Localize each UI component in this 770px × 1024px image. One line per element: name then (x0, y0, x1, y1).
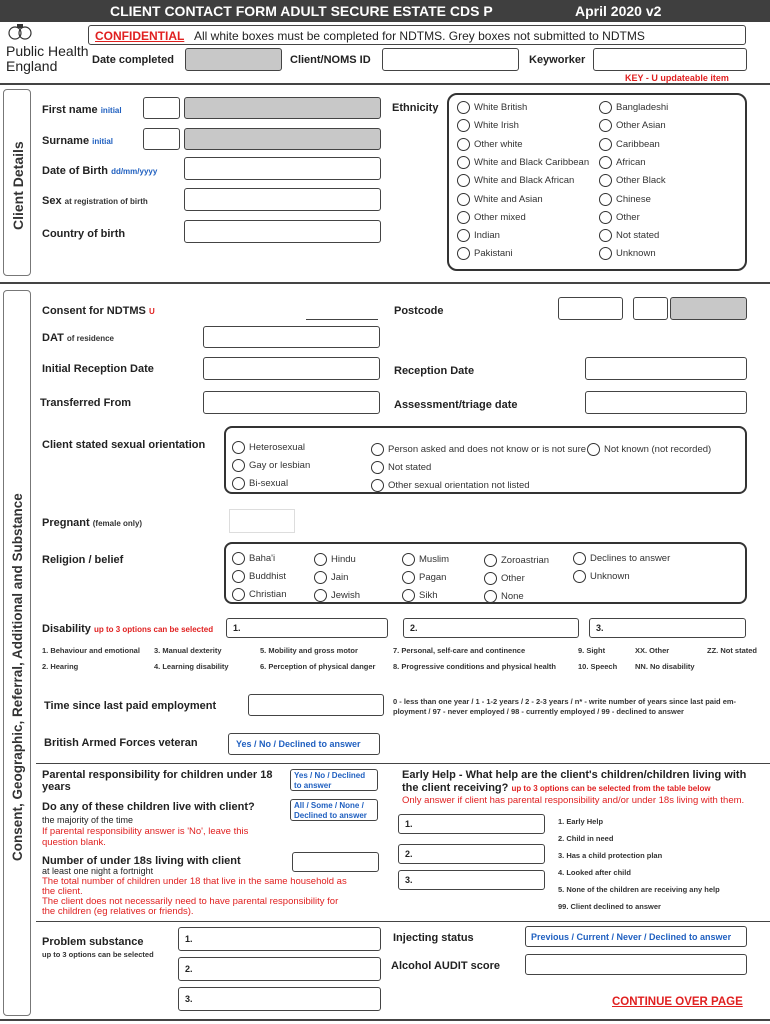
confidential-label: CONFIDENTIAL (95, 29, 185, 43)
orientation-radio-not-stated[interactable] (371, 461, 384, 474)
ethnicity-option-label: Caribbean (616, 138, 660, 150)
date-completed-label: Date completed (92, 54, 174, 66)
religion-option-label: Unknown (590, 571, 630, 582)
religion-radio-none[interactable] (484, 590, 497, 603)
injecting-label: Injecting status (393, 932, 474, 944)
religion-radio-christian[interactable] (232, 588, 245, 601)
consent-tab (3, 290, 31, 1016)
ethnicity-option-label: White Irish (474, 120, 519, 132)
client-details-tab (3, 89, 31, 276)
ethnicity-option-label: Indian (474, 230, 500, 242)
u18-sub: at least one night a fortnight (42, 866, 154, 876)
assessment-field[interactable] (585, 391, 747, 414)
religion-radio-muslim[interactable] (402, 553, 415, 566)
orientation-option-label: Heterosexual (249, 442, 305, 453)
consent-field[interactable] (306, 297, 378, 320)
parental-field[interactable]: Yes / No / Declined to answer (290, 769, 378, 791)
disability-legend-item: 9. Sight (578, 646, 606, 655)
continue-over-page: CONTINUE OVER PAGE (612, 996, 743, 1008)
disability-legend-item: 6. Perception of physical danger (260, 662, 376, 671)
divider (0, 83, 770, 85)
disability-legend-item: 7. Personal, self-care and continence (393, 646, 526, 655)
first-name-field[interactable] (184, 97, 381, 119)
ethnicity-radio-african[interactable] (599, 156, 612, 169)
divider (36, 763, 770, 764)
form-version: April 2020 v2 (575, 3, 662, 19)
religion-option-label: Pagan (419, 572, 447, 583)
country-label: Country of birth (42, 228, 126, 240)
form-title: CLIENT CONTACT FORM ADULT SECURE ESTATE CDS P (110, 3, 493, 19)
orientation-option-label: Other sexual orientation not listed (388, 480, 530, 491)
u18-field[interactable] (292, 852, 379, 872)
disability-legend-item: 1. Behaviour and emotional (42, 646, 140, 655)
divider (0, 1019, 770, 1021)
early-help-option: 99. Client declined to answer (558, 902, 661, 911)
religion-radio-declines-to-answer[interactable] (573, 552, 586, 565)
reception-field[interactable] (585, 357, 747, 380)
disability-slot-3[interactable]: 3. (589, 618, 746, 638)
early-help-slot-1[interactable]: 1. (398, 814, 545, 834)
disability-legend-item: 8. Progressive conditions and physical health (393, 662, 556, 671)
employment-label: Time since last paid employment (44, 700, 217, 712)
initial-reception-field[interactable] (203, 357, 380, 380)
employment-note-1: 0 - less than one year / 1 - 1-2 years / 2 - 2-3 years / n* - write number of years since last paid em- (393, 697, 737, 706)
injecting-field[interactable]: Previous / Current / Never / Declined to answer (525, 926, 747, 947)
disability-legend-item: 2. Hearing (42, 662, 79, 671)
ethnicity-radio-indian[interactable] (457, 229, 470, 242)
religion-option-label: Buddhist (249, 571, 286, 582)
ethnicity-radio-other-mixed[interactable] (457, 211, 470, 224)
veteran-field[interactable]: Yes / No / Declined to answer (228, 733, 380, 755)
early-help-option: 4. Looked after child (558, 868, 631, 877)
client-noms-field[interactable] (382, 48, 519, 71)
pregnant-field[interactable] (229, 509, 295, 533)
orientation-radio-bi-sexual[interactable] (232, 477, 245, 490)
early-help-option: 2. Child in need (558, 834, 614, 843)
live-with-label: Do any of these children live with client? (42, 801, 255, 813)
parental-label-2: years (42, 781, 71, 793)
early-help-slot-3[interactable]: 3. (398, 870, 545, 890)
religion-option-label: Jewish (331, 590, 361, 601)
religion-radio-unknown[interactable] (573, 570, 586, 583)
religion-option-label: Jain (331, 572, 349, 583)
veteran-label: British Armed Forces veteran (44, 737, 198, 749)
disability-label: Disability up to 3 options can be selected (42, 623, 214, 635)
form-header (0, 0, 770, 22)
key-legend: KEY - U updateable item (625, 73, 729, 83)
substance-slot-1[interactable]: 1. (178, 927, 381, 951)
audit-field[interactable] (525, 954, 747, 975)
employment-field[interactable] (248, 694, 384, 716)
religion-radio-jewish[interactable] (314, 589, 327, 602)
religion-option-label: Zoroastrian (501, 555, 550, 566)
dat-field[interactable] (203, 326, 380, 348)
ethnicity-radio-other[interactable] (599, 211, 612, 224)
reception-label: Reception Date (394, 365, 475, 377)
ethnicity-option-label: Pakistani (474, 248, 513, 260)
parental-label-1: Parental responsibility for children under 18 (42, 769, 273, 781)
sex-label: Sex at registration of birth (42, 195, 148, 207)
religion-option-label: Sikh (419, 590, 438, 601)
orientation-option-label: Not known (not recorded) (604, 444, 712, 455)
orientation-radio-heterosexual[interactable] (232, 441, 245, 454)
ethnicity-radio-other-white[interactable] (457, 138, 470, 151)
surname-field[interactable] (184, 128, 381, 150)
transferred-label: Transferred From (40, 397, 132, 409)
u18-note-3: The client does not necessarily need to have parental responsibility for (42, 896, 339, 907)
orientation-radio-gay-or-lesbian[interactable] (232, 459, 245, 472)
ethnicity-option-label: Other (616, 211, 640, 223)
postcode-label: Postcode (394, 305, 444, 317)
ethnicity-option-label: Other mixed (474, 211, 526, 223)
consent-heading: Consent, Geographic, Referral, Additional and Substance (10, 493, 25, 861)
divider (0, 282, 770, 284)
surname-initial-field[interactable] (143, 128, 180, 150)
ethnicity-option-label: White and Asian (474, 193, 543, 205)
religion-option-label: Christian (249, 589, 287, 600)
religion-radio-sikh[interactable] (402, 589, 415, 602)
ethnicity-radio-caribbean[interactable] (599, 138, 612, 151)
ethnicity-option-label: Other white (474, 138, 523, 150)
ethnicity-radio-not-stated[interactable] (599, 229, 612, 242)
religion-radio-baha-i[interactable] (232, 552, 245, 565)
orientation-option-label: Gay or lesbian (249, 460, 311, 471)
problem-substance-hint: up to 3 options can be selected (42, 950, 154, 959)
ethnicity-radio-bangladeshi[interactable] (599, 101, 612, 114)
orientation-option-label: Bi-sexual (249, 478, 289, 489)
early-help-option: 1. Early Help (558, 817, 604, 826)
employment-note-2: ployment / 97 - never employed / 98 - currently employed / 99 - declined to answer (393, 707, 684, 716)
ethnicity-label: Ethnicity (392, 102, 439, 114)
u18-label: Number of under 18s living with client (42, 855, 241, 867)
ethnicity-option-label: Other Black (616, 175, 666, 187)
orientation-radio-not-known-not-recorded[interactable] (587, 443, 600, 456)
early-help-option: 3. Has a child protection plan (558, 851, 663, 860)
ethnicity-option-label: Other Asian (616, 120, 666, 132)
disability-legend-item: XX. Other (635, 646, 670, 655)
religion-option-label: None (501, 591, 524, 602)
disability-legend-item: 10. Speech (578, 662, 618, 671)
divider (36, 921, 770, 922)
early-help-only: Only answer if client has parental responsibility and/or under 18s living with them. (402, 795, 745, 806)
ethnicity-option-label: White and Black African (474, 175, 575, 187)
substance-slot-2[interactable]: 2. (178, 957, 381, 981)
disability-legend-item: 5. Mobility and gross motor (260, 646, 358, 655)
ethnicity-option-label: Not stated (616, 230, 660, 242)
ethnicity-option-label: White British (474, 102, 528, 113)
orientation-radio-other-sexual-orientation-not-listed[interactable] (371, 479, 384, 492)
date-completed-field[interactable] (185, 48, 282, 71)
orientation-option-label: Person asked and does not know or is not sure (388, 444, 587, 455)
first-name-initial-field[interactable] (143, 97, 180, 119)
early-help-slot-2[interactable]: 2. (398, 844, 545, 864)
religion-option-label: Baha'i (249, 553, 276, 564)
dob-field[interactable] (184, 157, 381, 180)
religion-radio-pagan[interactable] (402, 571, 415, 584)
sex-field[interactable] (184, 188, 381, 211)
religion-radio-hindu[interactable] (314, 553, 327, 566)
dob-label: Date of Birth dd/mm/yyyy (42, 165, 158, 177)
u18-note-1: The total number of children under 18 that live in the same household as (42, 876, 347, 887)
disability-legend-item: 4. Learning disability (154, 662, 229, 671)
majority-text: the majority of the time (42, 815, 134, 825)
religion-radio-other[interactable] (484, 572, 497, 585)
orientation-radio-person-asked-and-does-not-know-or-is-not-sure[interactable] (371, 443, 384, 456)
surname-label: Surname initial (42, 135, 114, 147)
consent-label: Consent for NDTMS U (42, 305, 155, 317)
disability-slot-2[interactable]: 2. (403, 618, 579, 638)
parental-warning-1: If parental responsibility answer is 'No', leave this (42, 826, 249, 837)
orientation-option-label: Not stated (388, 462, 432, 473)
orientation-label: Client stated sexual orientation (42, 439, 206, 451)
first-name-label: First name initial (42, 104, 122, 116)
pregnant-label: Pregnant (female only) (42, 517, 143, 529)
problem-substance-label: Problem substance (42, 936, 144, 948)
substance-slot-3[interactable]: 3. (178, 987, 381, 1011)
dat-label: DAT of residence (42, 332, 114, 344)
religion-option-label: Other (501, 573, 525, 584)
disability-legend-item: 3. Manual dexterity (154, 646, 222, 655)
assessment-label: Assessment/triage date (394, 399, 518, 411)
phe-logo: Public Health England (6, 43, 89, 74)
keyworker-field[interactable] (593, 48, 747, 71)
initial-reception-label: Initial Reception Date (42, 363, 154, 375)
religion-option-label: Muslim (419, 554, 450, 565)
religion-label: Religion / belief (42, 554, 124, 566)
religion-option-label: Hindu (331, 554, 356, 565)
postcode-part2[interactable] (633, 297, 668, 320)
postcode-part1[interactable] (558, 297, 623, 320)
u18-note-4: the children (eg relatives or friends). (42, 906, 194, 917)
ethnicity-option-label: African (616, 156, 646, 168)
ethnicity-option-label: Chinese (616, 193, 651, 205)
ethnicity-radio-white-british[interactable] (457, 101, 470, 114)
parental-warning-2: question blank. (42, 837, 106, 848)
audit-label: Alcohol AUDIT score (391, 960, 500, 972)
live-with-field[interactable]: All / Some / None / Declined to answer (290, 799, 378, 821)
religion-radio-buddhist[interactable] (232, 570, 245, 583)
ethnicity-option-label: White and Black Caribbean (474, 156, 590, 168)
early-help-option: 5. None of the children are receiving any help (558, 885, 720, 894)
ethnicity-radio-white-and-asian[interactable] (457, 193, 470, 206)
postcode-part3[interactable] (670, 297, 747, 320)
religion-radio-jain[interactable] (314, 571, 327, 584)
disability-slot-1[interactable]: 1. (226, 618, 388, 638)
client-noms-label: Client/NOMS ID (290, 54, 371, 66)
keyworker-label: Keyworker (529, 54, 586, 66)
ethnicity-option-label: Unknown (616, 248, 656, 260)
early-help-title-1: Early Help - What help are the client's children/children living with (402, 769, 747, 781)
country-field[interactable] (184, 220, 381, 243)
client-details-heading: Client Details (10, 141, 26, 230)
disability-legend-item: ZZ. Not stated (707, 646, 757, 655)
notice-box (88, 25, 746, 45)
religion-radio-zoroastrian[interactable] (484, 554, 497, 567)
notice-text: All white boxes must be completed for NDTMS. Grey boxes not submitted to NDTMS (194, 29, 645, 43)
disability-legend-item: NN. No disability (635, 662, 695, 671)
early-help-title-2: the client receiving? up to 3 options can be selected from the table below (402, 782, 711, 794)
ethnicity-option-label: Bangladeshi (616, 102, 669, 113)
ethnicity-radio-white-and-black-caribbean[interactable] (457, 156, 470, 169)
u18-note-2: the client. (42, 886, 83, 897)
ethnicity-radio-chinese[interactable] (599, 193, 612, 206)
transferred-field[interactable] (203, 391, 380, 414)
religion-option-label: Declines to answer (590, 553, 671, 564)
